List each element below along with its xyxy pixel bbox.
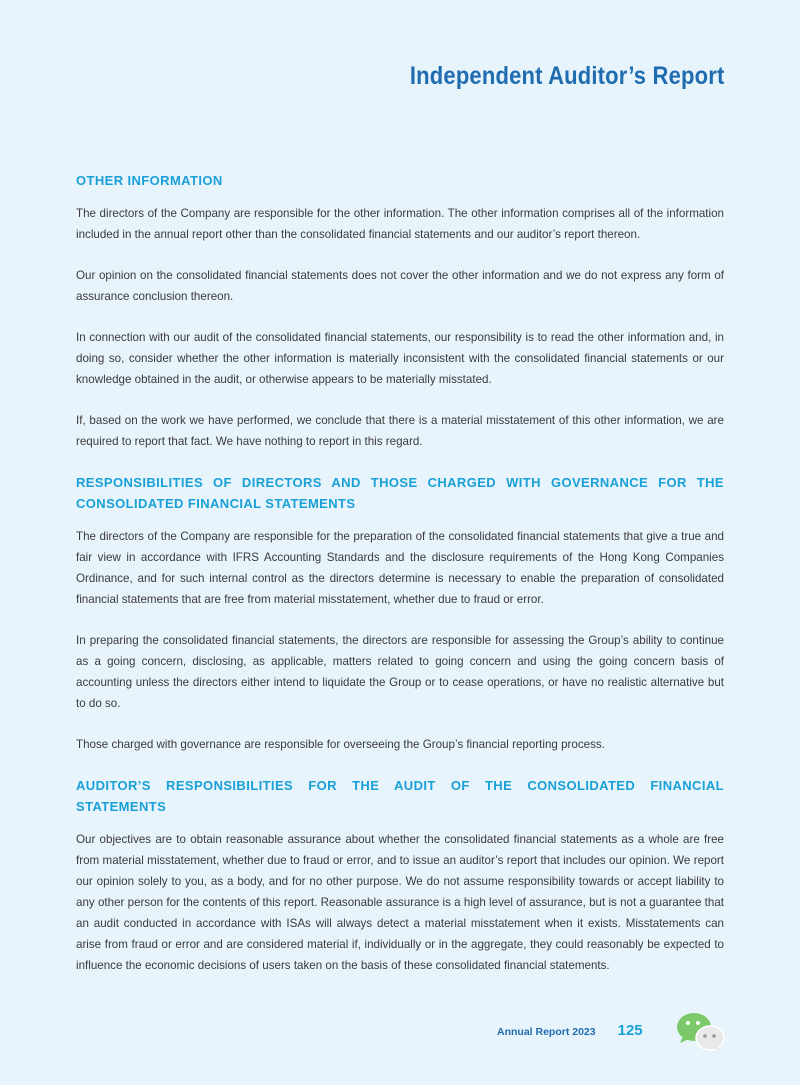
- section-heading: RESPONSIBILITIES OF DIRECTORS AND THOSE CHARGED WITH GOVERNANCE FOR THE CONSOLIDATED FINANCIAL STATEMENTS: [76, 475, 724, 511]
- footer-label: Annual Report 2023: [497, 1026, 596, 1038]
- paragraph: In preparing the consolidated financial statements, the directors are responsible for assessing the Group’s ability to continue as a going concern, disclosing, as applicable, matters related to going concern and using the going concern basis of accounting unless the directors either intend to liquidate the Group or to cease operations, or have no realistic alternative but to do so.: [76, 634, 724, 710]
- paragraph: In connection with our audit of the consolidated financial statements, our responsibility is to read the other information and, in doing so, consider whether the other information is materially inconsistent with the consolidated financial statements or our knowledge obtained in the audit, or otherwise appears to be materially misstated.: [76, 331, 724, 386]
- page-number: 125: [617, 1022, 643, 1039]
- report-body: [76, 170, 724, 996]
- section-auditor-responsibilities: [76, 775, 724, 976]
- paragraph: If, based on the work we have performed, we conclude that there is a material misstatement of this other information, we are required to report that fact. We have nothing to report in this regard.: [76, 414, 724, 448]
- page-title: Independent Auditor’s Report: [409, 62, 724, 90]
- paragraph: Those charged with governance are responsible for overseeing the Group’s financial reporting process.: [76, 738, 605, 751]
- chat-bubbles-icon: [675, 1012, 725, 1052]
- paragraph: Our opinion on the consolidated financial statements does not cover the other information and we do not express any form of assurance conclusion thereon.: [76, 269, 724, 303]
- paragraph: The directors of the Company are responsible for the preparation of the consolidated financial statements that give a true and fair view in accordance with IFRS Accounting Standards and the disclosure requirements of the Hong Kong Companies Ordinance, and for such internal control as the directors determine is necessary to enable the preparation of consolidated financial statements that are free from material misstatement, whether due to fraud or error.: [76, 530, 724, 606]
- section-heading: OTHER INFORMATION: [76, 173, 223, 188]
- section-heading: AUDITOR’S RESPONSIBILITIES FOR THE AUDIT OF THE CONSOLIDATED FINANCIAL STATEMENTS: [76, 778, 724, 814]
- paragraph: Our objectives are to obtain reasonable assurance about whether the consolidated financial statements as a whole are free from material misstatement, whether due to fraud or error, and to issue an auditor’s report that includes our opinion. We report our opinion solely to you, as a body, and for no other purpose. We do not assume responsibility towards or accept liability to any other person for the contents of this report. Reasonable assurance is a high level of assurance, but is not a guarantee that an audit conducted in accordance with ISAs will always detect a material misstatement when it exists. Misstatements can arise from fraud or error and are considered material if, individually or in the aggregate, they could reasonably be expected to influence the economic decisions of users taken on the basis of these consolidated financial statements.: [76, 833, 724, 972]
- section-directors-responsibilities: [76, 472, 724, 755]
- page-footer: [497, 1022, 643, 1039]
- paragraph: The directors of the Company are responsible for the other information. The other information comprises all of the information included in the annual report other than the consolidated financial statements and our auditor’s report thereon.: [76, 207, 724, 241]
- section-other-information: [76, 170, 724, 452]
